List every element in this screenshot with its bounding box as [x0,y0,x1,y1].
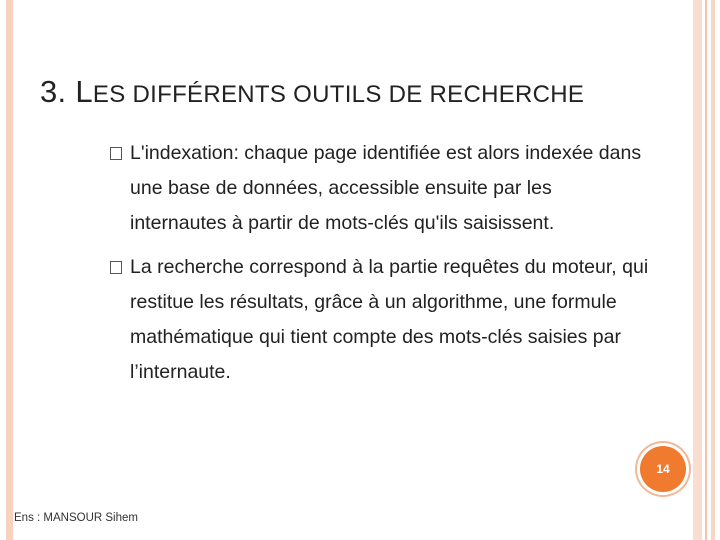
frame-right-line-2 [711,0,715,540]
bullet-item-indexation [110,136,670,241]
bullet-text: L'indexation: chaque page identifiée est alors indexée dans une base de données, accessible ensuite par les internautes à partir de mots-clés qu'ils saisissent. [130,142,642,234]
frame-right-line [705,0,707,540]
title-rest: ES DIFFÉRENTS OUTILS DE RECHERCHE [92,81,585,108]
footer-author: Ens : MANSOUR Sihem [14,512,138,524]
checkbox-bullet-icon [110,147,122,160]
frame-left-border [6,0,13,540]
frame-right-border [693,0,702,540]
slide-title [40,74,584,110]
bullet-item-recherche [110,250,670,390]
title-first: 3. L [40,74,93,109]
bullet-text: La recherche correspond à la partie requêtes du moteur, qui restitue les résultats, grâce à un algorithme, une formule mathématique qui tient compte des mots-clés saisies par l’internaute. [130,256,649,383]
page-number-badge: 14 [640,446,686,492]
checkbox-bullet-icon [110,261,122,274]
